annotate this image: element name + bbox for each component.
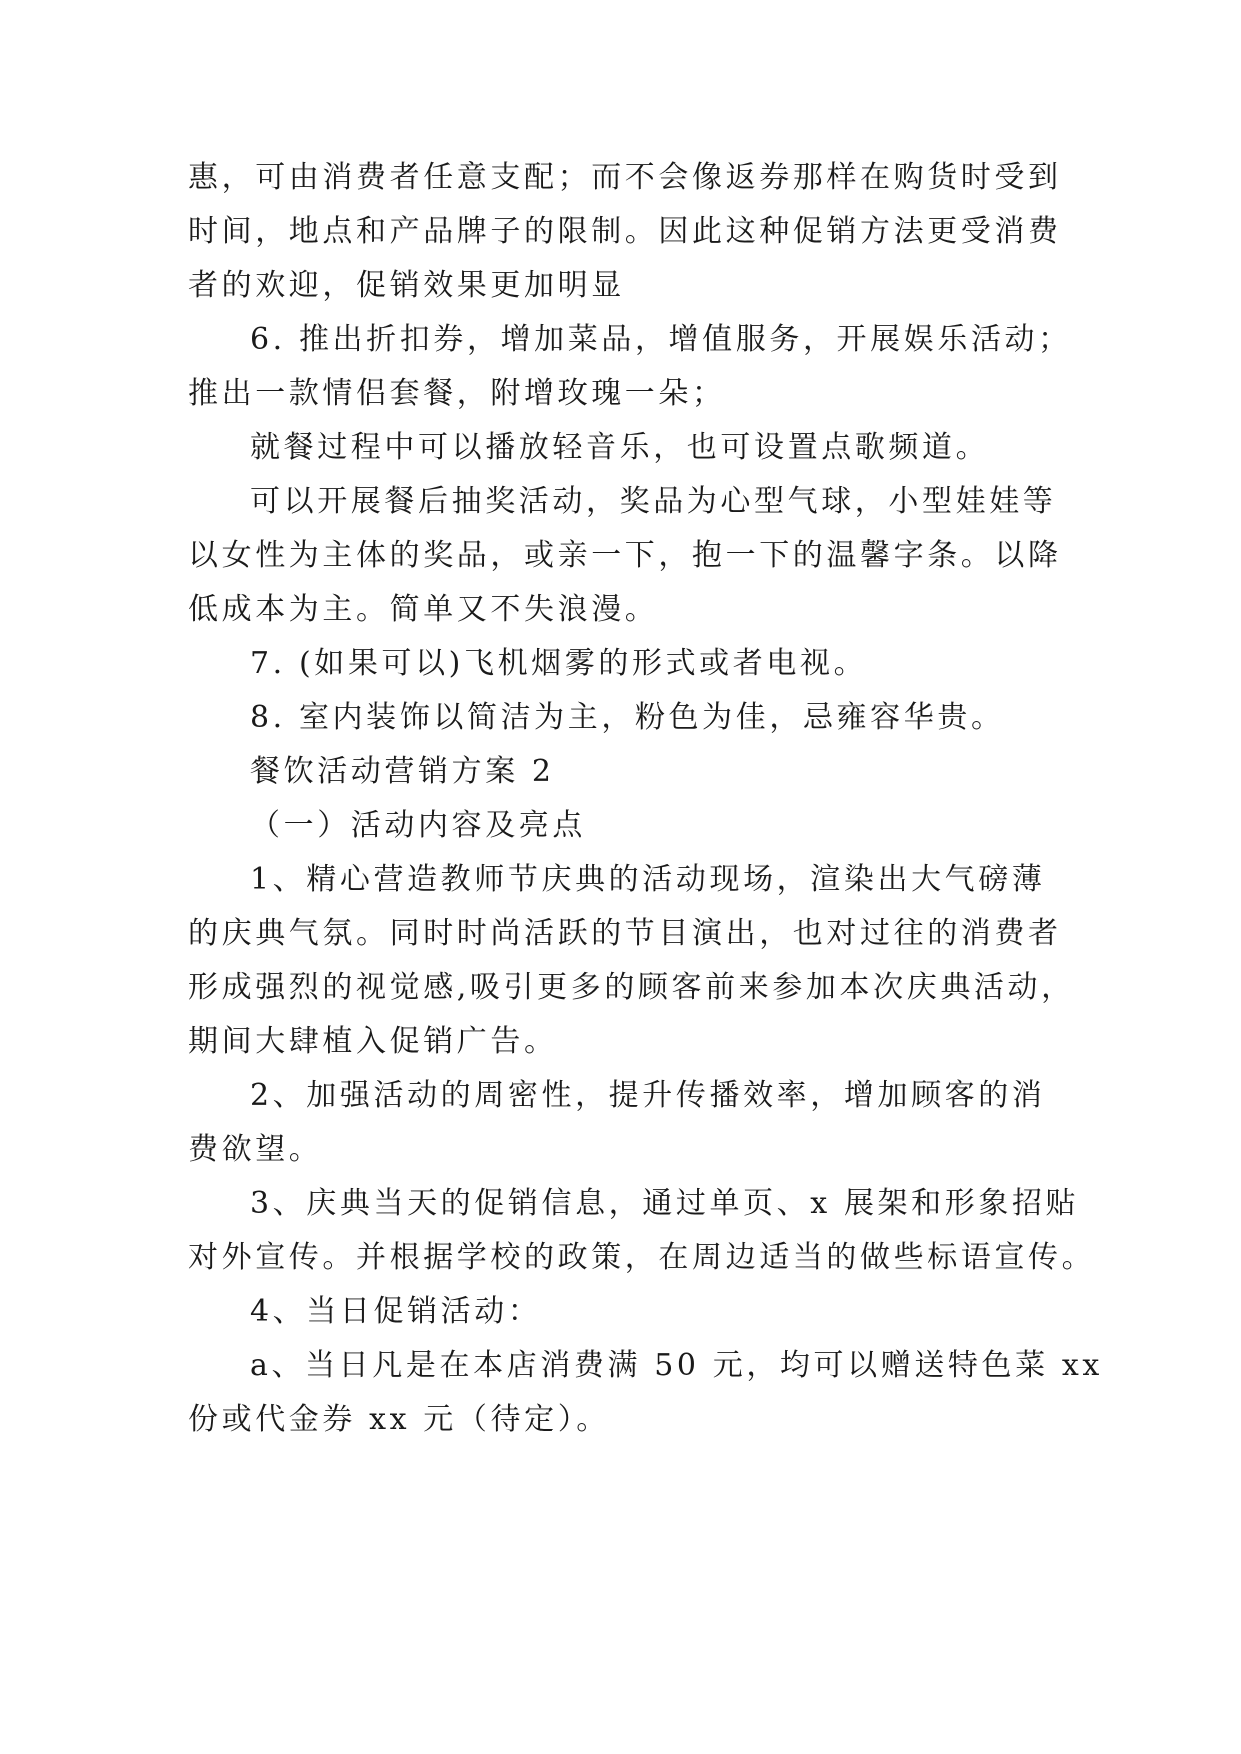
text-line: 低成本为主。简单又不失浪漫。 — [188, 592, 659, 627]
text-line: 的庆典气氛。同时时尚活跃的节目演出，也对过往的消费者 — [188, 916, 1062, 951]
text-line: 就餐过程中可以播放轻音乐，也可设置点歌频道。 — [250, 430, 990, 465]
section-heading: 餐饮活动营销方案 2 — [250, 754, 555, 789]
text-line: 7. (如果可以)飞机烟雾的形式或者电视。 — [250, 646, 868, 681]
text-line: 者的欢迎，促销效果更加明显 — [188, 268, 625, 303]
text-line: a、当日凡是在本店消费满 50 元，均可以赠送特色菜 xx — [250, 1348, 1103, 1383]
text-line: 期间大肆植入促销广告。 — [188, 1024, 558, 1059]
text-line: 2、加强活动的周密性，提升传播效率，增加顾客的消 — [250, 1078, 1046, 1113]
text-line: 6. 推出折扣券，增加菜品，增值服务，开展娱乐活动； — [250, 322, 1072, 357]
text-line: 4、当日促销活动： — [250, 1294, 542, 1329]
text-line: 推出一款情侣套餐，附增玫瑰一朵； — [188, 376, 726, 411]
text-line: 1、精心营造教师节庆典的活动现场，渲染出大气磅薄 — [250, 862, 1046, 897]
text-line: 8. 室内装饰以简洁为主，粉色为佳，忌雍容华贵。 — [250, 700, 1005, 735]
text-line: 费欲望。 — [188, 1132, 323, 1167]
subsection-heading: （一）活动内容及亮点 — [250, 808, 586, 843]
text-line: 3、庆典当天的促销信息，通过单页、x 展架和形象招贴 — [250, 1186, 1080, 1221]
text-line: 惠，可由消费者任意支配；而不会像返券那样在购货时受到 — [188, 160, 1062, 195]
text-line: 对外宣传。并根据学校的政策，在周边适当的做些标语宣传。 — [188, 1240, 1096, 1275]
text-line: 以女性为主体的奖品，或亲一下，抱一下的温馨字条。以降 — [188, 538, 1062, 573]
text-line: 时间，地点和产品牌子的限制。因此这种促销方法更受消费 — [188, 214, 1062, 249]
text-line: 份或代金券 xx 元（待定）。 — [188, 1402, 610, 1437]
text-line: 形成强烈的视觉感,吸引更多的顾客前来参加本次庆典活动， — [188, 970, 1075, 1005]
text-line: 可以开展餐后抽奖活动，奖品为心型气球，小型娃娃等 — [250, 484, 1057, 519]
